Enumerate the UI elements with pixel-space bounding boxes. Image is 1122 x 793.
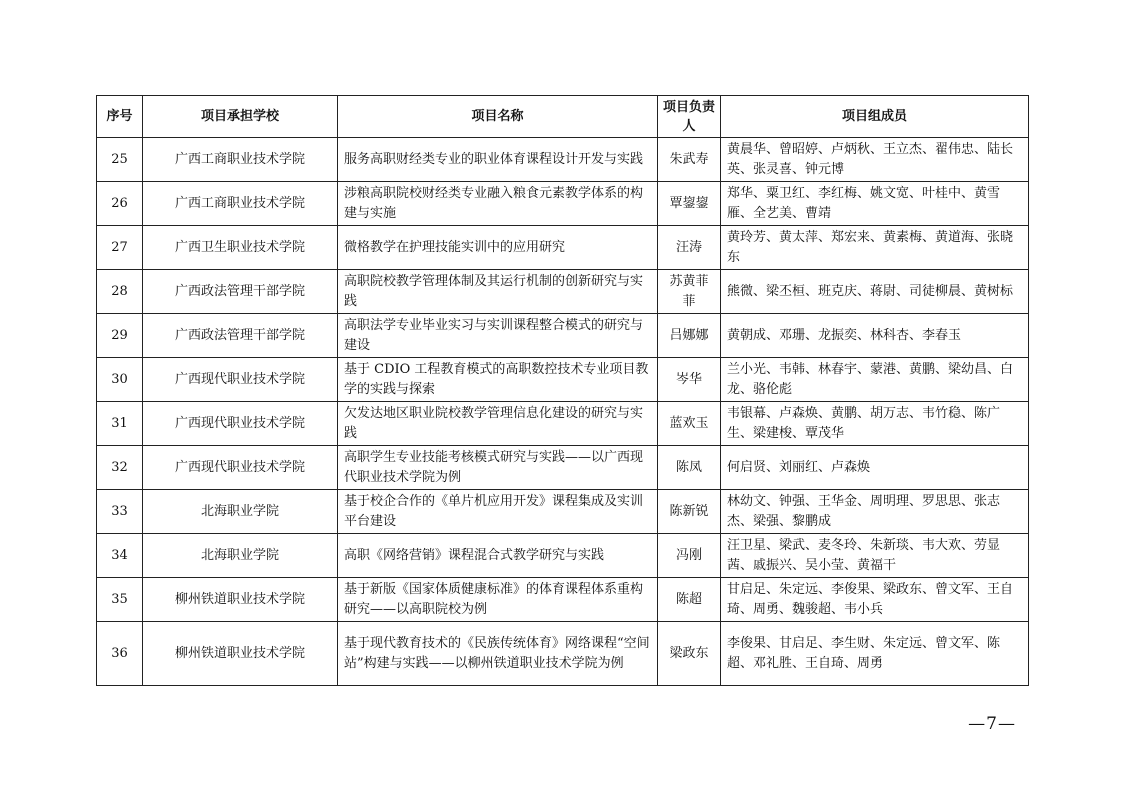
- row-lead: 朱武寿: [658, 138, 721, 182]
- row-lead: 陈凤: [658, 446, 721, 490]
- row-lead: 汪涛: [658, 226, 721, 270]
- row-num: 32: [97, 446, 143, 490]
- row-members: 甘启足、朱定远、李俊果、梁政东、曾文军、王自琦、周勇、魏骏超、韦小兵: [721, 578, 1029, 622]
- row-num: 31: [97, 402, 143, 446]
- page-number: —7—: [968, 714, 1016, 734]
- row-members: 熊微、梁丕桓、班克庆、蒋尉、司徒柳晨、黄树标: [721, 270, 1029, 314]
- row-project-name: 高职院校教学管理体制及其运行机制的创新研究与实践: [338, 270, 658, 314]
- row-project-name: 基于现代教育技术的《民族传统体育》网络课程“空间站”构建与实践——以柳州铁道职业技术学院为例: [338, 622, 658, 686]
- row-num: 28: [97, 270, 143, 314]
- header-lead: 项目负责人: [658, 96, 721, 138]
- row-lead: 陈新锐: [658, 490, 721, 534]
- row-num: 30: [97, 358, 143, 402]
- row-num: 29: [97, 314, 143, 358]
- row-num: 34: [97, 534, 143, 578]
- row-lead: 梁政东: [658, 622, 721, 686]
- row-school: 广西现代职业技术学院: [143, 446, 338, 490]
- row-lead: 吕娜娜: [658, 314, 721, 358]
- row-lead: 覃鋆鋆: [658, 182, 721, 226]
- row-members: 林幼文、钟强、王华金、周明理、罗思思、张志杰、梁强、黎鹏成: [721, 490, 1029, 534]
- row-members: 黄玲芳、黄太萍、郑宏来、黄素梅、黄道海、张晓东: [721, 226, 1029, 270]
- row-num: 36: [97, 622, 143, 686]
- table-header-row: [97, 96, 1029, 138]
- row-project-name: 服务高职财经类专业的职业体育课程设计开发与实践: [338, 138, 658, 182]
- table-row: [97, 182, 1029, 226]
- table-row: [97, 402, 1029, 446]
- row-school: 柳州铁道职业技术学院: [143, 578, 338, 622]
- row-members: 李俊果、甘启足、李生财、朱定远、曾文军、陈超、邓礼胜、王自琦、周勇: [721, 622, 1029, 686]
- row-project-name: 基于校企合作的《单片机应用开发》课程集成及实训平台建设: [338, 490, 658, 534]
- header-name: 项目名称: [338, 96, 658, 138]
- row-school: 广西现代职业技术学院: [143, 402, 338, 446]
- table-row: [97, 446, 1029, 490]
- table-row: [97, 226, 1029, 270]
- row-members: 兰小光、韦韩、林春宇、蒙港、黄鹏、梁幼昌、白龙、骆伦彪: [721, 358, 1029, 402]
- row-members: 黄晨华、曾昭婷、卢炳秋、王立杰、翟伟忠、陆长英、张灵喜、钟元博: [721, 138, 1029, 182]
- header-school: 项目承担学校: [143, 96, 338, 138]
- row-project-name: 涉粮高职院校财经类专业融入粮食元素教学体系的构建与实施: [338, 182, 658, 226]
- row-school: 广西现代职业技术学院: [143, 358, 338, 402]
- row-num: 26: [97, 182, 143, 226]
- table-row: [97, 270, 1029, 314]
- row-num: 25: [97, 138, 143, 182]
- row-project-name: 基于新版《国家体质健康标准》的体育课程体系重构研究——以高职院校为例: [338, 578, 658, 622]
- row-school: 广西卫生职业技术学院: [143, 226, 338, 270]
- row-lead: 苏黄菲菲: [658, 270, 721, 314]
- row-project-name: 高职学生专业技能考核模式研究与实践——以广西现代职业技术学院为例: [338, 446, 658, 490]
- row-lead: 冯刚: [658, 534, 721, 578]
- row-school: 柳州铁道职业技术学院: [143, 622, 338, 686]
- row-lead: 陈超: [658, 578, 721, 622]
- row-lead: 岑华: [658, 358, 721, 402]
- row-school: 广西政法管理干部学院: [143, 314, 338, 358]
- row-members: 韦银幕、卢森焕、黄鹏、胡万志、韦竹稳、陈广生、梁建梭、覃茂华: [721, 402, 1029, 446]
- row-school: 广西政法管理干部学院: [143, 270, 338, 314]
- table-row: [97, 534, 1029, 578]
- table-row: [97, 138, 1029, 182]
- table-row: [97, 490, 1029, 534]
- row-num: 35: [97, 578, 143, 622]
- row-members: 郑华、粟卫红、李红梅、姚文宽、叶桂中、黄雪雁、全艺美、曹靖: [721, 182, 1029, 226]
- row-project-name: 欠发达地区职业院校教学管理信息化建设的研究与实践: [338, 402, 658, 446]
- row-num: 33: [97, 490, 143, 534]
- row-num: 27: [97, 226, 143, 270]
- header-members: 项目组成员: [721, 96, 1029, 138]
- header-num: 序号: [97, 96, 143, 138]
- row-members: 何启贤、刘丽红、卢森焕: [721, 446, 1029, 490]
- row-project-name: 高职法学专业毕业实习与实训课程整合模式的研究与建设: [338, 314, 658, 358]
- table-row: [97, 622, 1029, 686]
- row-members: 黄朝成、邓珊、龙振奕、林科杏、李春玉: [721, 314, 1029, 358]
- row-school: 广西工商职业技术学院: [143, 182, 338, 226]
- row-lead: 蓝欢玉: [658, 402, 721, 446]
- row-members: 汪卫星、梁武、麦冬玲、朱新琰、韦大欢、劳显茜、戚振兴、吴小莹、黄福干: [721, 534, 1029, 578]
- row-school: 广西工商职业技术学院: [143, 138, 338, 182]
- table-row: [97, 314, 1029, 358]
- project-table: [96, 95, 1029, 686]
- row-project-name: 高职《网络营销》课程混合式教学研究与实践: [338, 534, 658, 578]
- row-project-name: 基于 CDIO 工程教育模式的高职数控技术专业项目教学的实践与探索: [338, 358, 658, 402]
- row-project-name: 微格教学在护理技能实训中的应用研究: [338, 226, 658, 270]
- table-row: [97, 358, 1029, 402]
- row-school: 北海职业学院: [143, 490, 338, 534]
- table-row: [97, 578, 1029, 622]
- row-school: 北海职业学院: [143, 534, 338, 578]
